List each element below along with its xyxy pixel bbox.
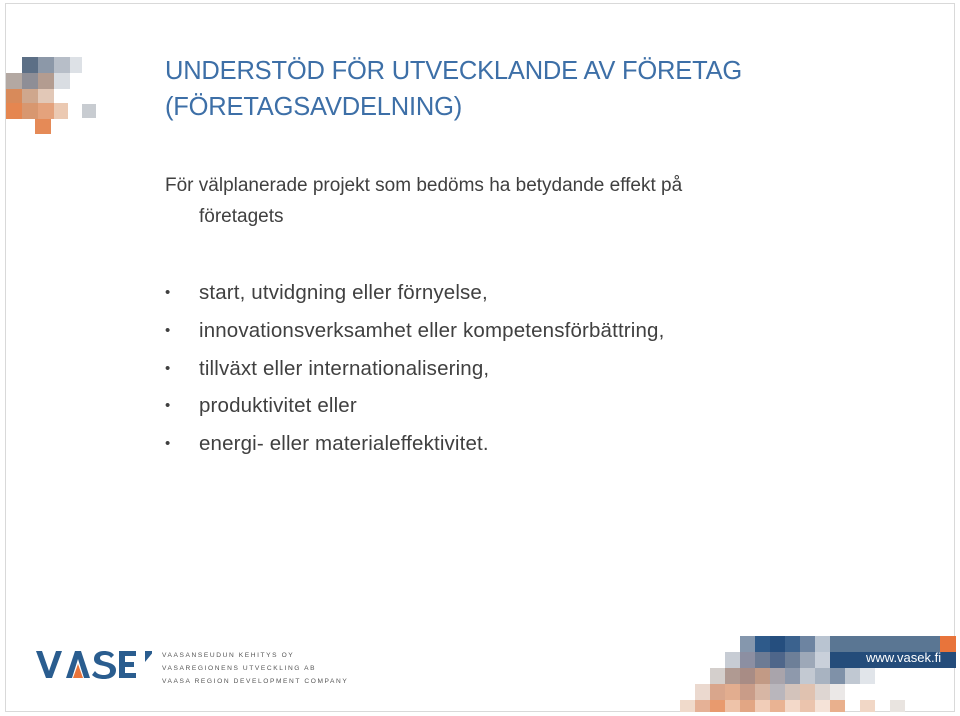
vasek-logo-icon	[36, 648, 152, 680]
bullet-list	[165, 277, 664, 466]
logo-k-icon	[138, 651, 150, 678]
title-line-1: UNDERSTÖD FÖR UTVECKLANDE AV FÖRETAG	[165, 57, 743, 85]
logo-k-extension	[138, 651, 150, 678]
intro-line-1: För välplanerade projekt som bedöms ha betydande effekt på	[165, 175, 683, 196]
list-item	[165, 277, 664, 315]
bullet-text: tillväxt eller internationalisering,	[199, 356, 490, 380]
intro-line-2: företagets	[199, 206, 284, 227]
bullet-icon: •	[165, 435, 171, 453]
website-link[interactable]: www.vasek.fi	[866, 650, 942, 665]
list-item	[165, 428, 664, 466]
bullet-icon: •	[165, 321, 171, 339]
list-item	[165, 390, 664, 428]
bullet-icon: •	[165, 284, 171, 301]
company-name-fi: VAASANSEUDUN KEHITYS OY	[162, 652, 295, 659]
bullet-icon: •	[165, 397, 171, 415]
bullet-text: produktivitet eller	[199, 394, 357, 418]
list-item	[165, 353, 664, 391]
slide-title	[165, 53, 865, 125]
intro-paragraph	[165, 170, 885, 232]
title-line-2: (FÖRETAGSAVDELNING)	[165, 93, 463, 121]
bullet-icon: •	[165, 359, 171, 377]
bullet-text: start, utvidgning eller förnyelse,	[199, 281, 488, 304]
vasek-logo	[36, 648, 152, 685]
list-item	[165, 315, 664, 353]
company-names	[162, 649, 348, 688]
company-name-en: VAASA REGION DEVELOPMENT COMPANY	[162, 678, 349, 685]
company-name-sv: VASAREGIONENS UTVECKLING AB	[162, 665, 317, 672]
bullet-text: energi- eller materialeffektivitet.	[199, 432, 489, 456]
bullet-text: innovationsverksamhet eller kompetensförbättring,	[199, 318, 665, 342]
